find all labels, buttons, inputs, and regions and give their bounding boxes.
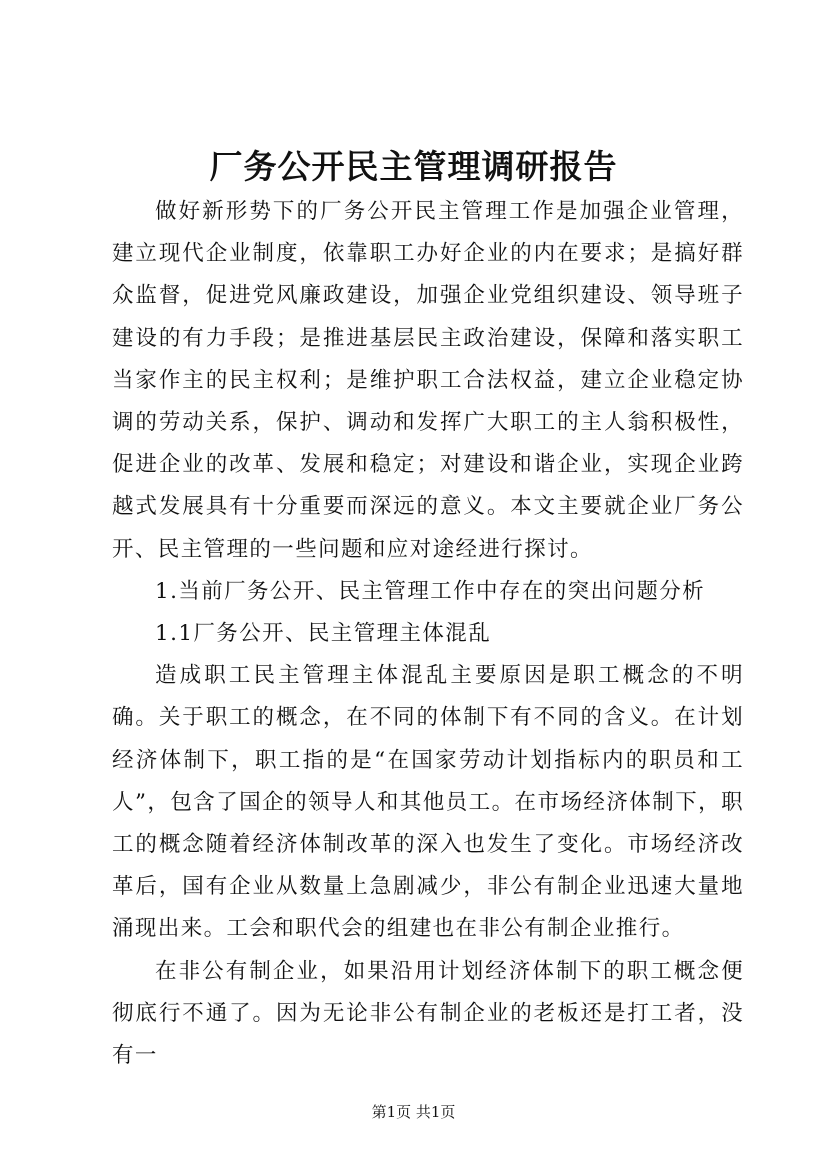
section-heading-1: 1.当前厂务公开、民主管理工作中存在的突出问题分析 bbox=[155, 578, 706, 604]
document-title: 厂务公开民主管理调研报告 bbox=[209, 147, 618, 186]
paragraph-intro: 做好新形势下的厂务公开民主管理工作是加强企业管理，建立现代企业制度，依靠职工办好企业的内在要求；是搞好群众监督，促进党风廉政建设，加强企业党组织建设、领导班子建设的有力手段；是推进基层民主政治建设，保障和落实职工当家作主的民主权利；是维护职工合法权益，建立企业稳定协调的劳动关系，保护、调动和发挥广大职工的主人翁积极性，促进企业的改革、发展和稳定；对建设和谐企业，实现企业跨越式发展具有十分重要而深远的意义。本文主要就企业厂务公开、民主管理的一些问题和应对途经进行探讨。 bbox=[112, 199, 744, 562]
paragraph-employee-concept: 造成职工民主管理主体混乱主要原因是职工概念的不明确。关于职工的概念，在不同的体制下有不同的含义。在计划经济体制下，职工指的是“在国家劳动计划指标内的职员和工人”，包含了国企的领导人和其他员工。在市场经济体制下，职工的概念随着经济体制改革的深入也发生了变化。市场经济改革后，国有企业从数量上急剧减少，非公有制企业迅速大量地涌现出来。工会和职代会的组建也在非公有制企业推行。 bbox=[112, 663, 744, 942]
subsection-heading-1-1: 1.1厂务公开、民主管理主体混乱 bbox=[155, 621, 492, 647]
page-footer: 第1页 共1页 bbox=[371, 1103, 456, 1121]
paragraph-non-public-enterprise: 在非公有制企业，如果沿用计划经济体制下的职工概念便彻底行不通了。因为无论非公有制企业的老板还是打工者，没有一 bbox=[112, 958, 744, 1069]
document-body bbox=[112, 191, 744, 1077]
